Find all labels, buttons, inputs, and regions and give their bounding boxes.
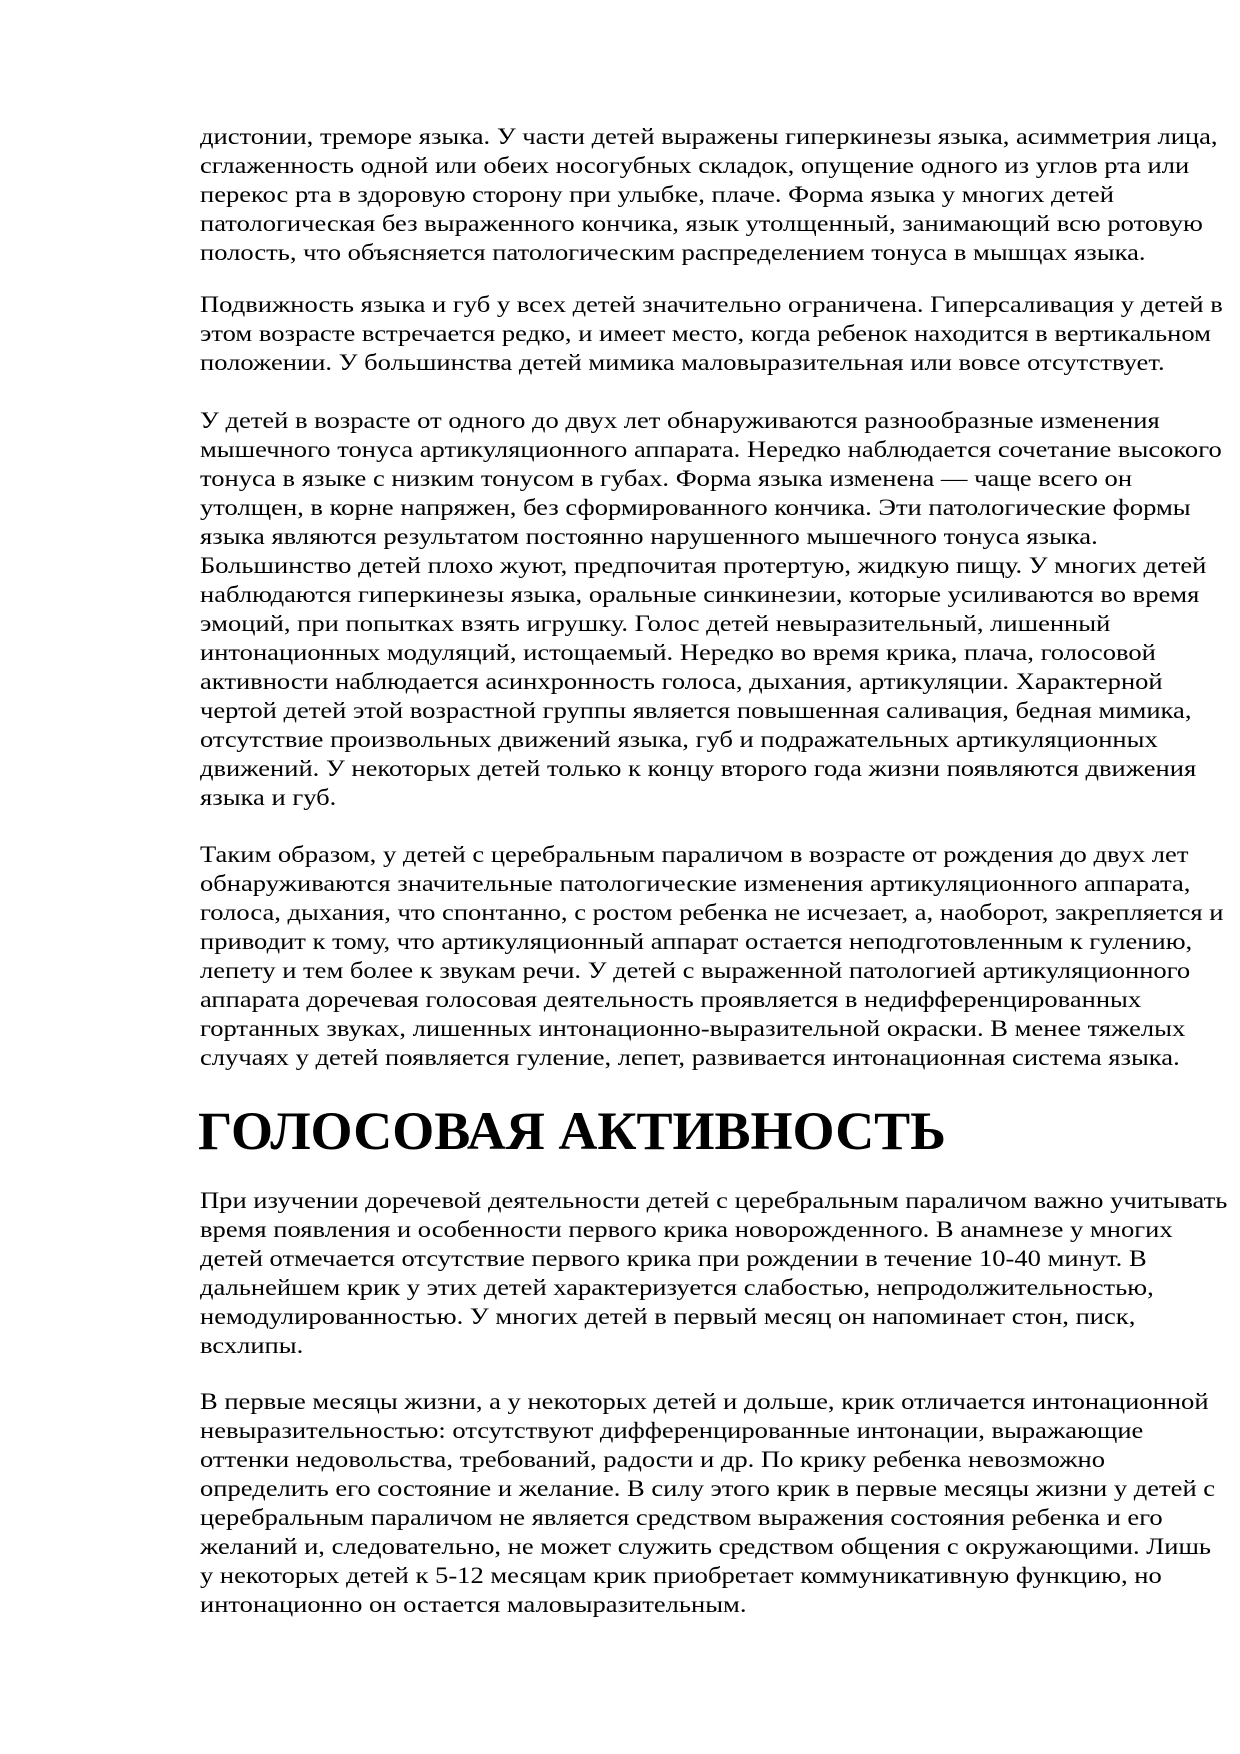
text-line: всхлипы. — [200, 1333, 304, 1359]
paragraph-5 — [200, 1187, 1227, 1361]
text-line: приводит к тому, что артикуляционный аппарат остается неподготовленным к гулению, — [200, 929, 1193, 955]
paragraph-1 — [200, 123, 1218, 268]
text-line: чертой детей этой возрастной группы является повышенная саливация, бедная мимика, — [200, 698, 1192, 724]
text-line: невыразительностью: отсутствуют дифференцированные интонации, выражающие — [200, 1418, 1144, 1444]
paragraph-2 — [200, 291, 1223, 378]
text-line: определить его состояние и желание. В силу этого крик в первые месяцы жизни у детей с — [200, 1476, 1216, 1502]
text-line: тонуса в языке с низким тонусом в губах. Форма языка изменена — чаще всего он — [200, 466, 1133, 492]
text-line: полость, что объясняется патологическим распределением тонуса в мышцах языка. — [200, 240, 1146, 266]
text-line: немодулированностью. У многих детей в первый месяц он напоминает стон, писк, — [200, 1304, 1136, 1330]
text-line: у некоторых детей к 5-12 месяцам крик приобретает коммуникативную функцию, но — [200, 1563, 1162, 1589]
paragraph-4 — [200, 841, 1223, 1073]
text-line: дальнейшем крик у этих детей характеризуется слабостью, непродолжительностью, — [200, 1275, 1154, 1301]
text-line: обнаруживаются значительные патологические изменения артикуляционного аппарата, — [200, 871, 1191, 897]
text-line: желаний и, следовательно, не может служить средством общения с окружающими. Лишь — [200, 1534, 1212, 1560]
text-line: церебральным параличом не является средством выражения состояния ребенка и его — [200, 1505, 1163, 1531]
text-line: эмоций, при попытках взять игрушку. Голос детей невыразительный, лишенный — [200, 611, 1111, 637]
text-line: утолщен, в корне напряжен, без сформированного кончика. Эти патологические формы — [200, 495, 1191, 521]
text-line: языка являются результатом постоянно нарушенного мышечного тонуса языка. — [200, 524, 1098, 550]
paragraph-6 — [200, 1388, 1215, 1620]
text-line: положении. У большинства детей мимика маловыразительная или вовсе отсутствует. — [200, 350, 1165, 376]
text-line: патологическая без выраженного кончика, язык утолщенный, занимающий всю ротовую — [200, 211, 1203, 237]
text-line: оттенки недовольства, требований, радости и др. По крику ребенка невозможно — [200, 1447, 1106, 1473]
text-line: мышечного тонуса артикуляционного аппарата. Нередко наблюдается сочетание высокого — [200, 437, 1222, 463]
text-line: Большинство детей плохо жуют, предпочитая протертую, жидкую пищу. У многих детей — [200, 553, 1207, 579]
text-line: При изучении доречевой деятельности детей с церебральным параличом важно учитывать — [200, 1188, 1228, 1214]
text-line: движений. У некоторых детей только к концу второго года жизни появляются движения — [200, 756, 1197, 782]
section-heading: ГОЛОСОВАЯ АКТИВНОСТЬ — [198, 1101, 946, 1161]
paragraph-3 — [200, 407, 1222, 813]
text-line: активности наблюдается асинхронность голоса, дыхания, артикуляции. Характерной — [200, 669, 1163, 695]
text-line: перекос рта в здоровую сторону при улыбке, плаче. Форма языка у многих детей — [200, 182, 1114, 208]
text-line: сглаженность одной или обеих носогубных складок, опущение одного из углов рта или — [200, 153, 1190, 179]
text-line: Подвижность языка и губ у всех детей значительно ограничена. Гиперсаливация у детей в — [200, 292, 1223, 318]
text-line: У детей в возрасте от одного до двух лет обнаруживаются разнообразные изменения — [200, 408, 1160, 434]
text-line: дистонии, треморе языка. У части детей выражены гиперкинезы языка, асимметрия лица, — [200, 124, 1218, 150]
text-line: лепету и тем более к звукам речи. У детей с выраженной патологией артикуляционного — [200, 958, 1191, 984]
text-line: детей отмечается отсутствие первого крика при рождении в течение 10-40 минут. В — [200, 1246, 1147, 1272]
text-line: языка и губ. — [200, 785, 337, 811]
text-line: случаях у детей появляется гуление, лепет, развивается интонационная система языка. — [200, 1045, 1180, 1071]
text-line: интонационных модуляций, истощаемый. Нередко во время крика, плача, голосовой — [200, 640, 1156, 666]
text-line: аппарата доречевая голосовая деятельность проявляется в недифференцированных — [200, 987, 1142, 1013]
text-line: этом возрасте встречается редко, и имеет место, когда ребенок находится в вертикальном — [200, 321, 1211, 347]
text-line: В первые месяцы жизни, а у некоторых детей и дольше, крик отличается интонационной — [200, 1389, 1209, 1415]
text-line: наблюдаются гиперкинезы языка, оральные синкинезии, которые усиливаются во время — [200, 582, 1200, 608]
text-line: голоса, дыхания, что спонтанно, с ростом ребенка не исчезает, а, наоборот, закрепляется и — [200, 900, 1224, 926]
text-line: отсутствие произвольных движений языка, губ и подражательных артикуляционных — [200, 727, 1158, 753]
text-line: гортанных звуках, лишенных интонационно-выразительной окраски. В менее тяжелых — [200, 1016, 1186, 1042]
text-line: Таким образом, у детей с церебральным параличом в возрасте от рождения до двух лет — [200, 842, 1189, 868]
text-line: время появления и особенности первого крика новорожденного. В анамнезе у многих — [200, 1217, 1173, 1243]
text-line: интонационно он остается маловыразительным. — [200, 1592, 747, 1618]
